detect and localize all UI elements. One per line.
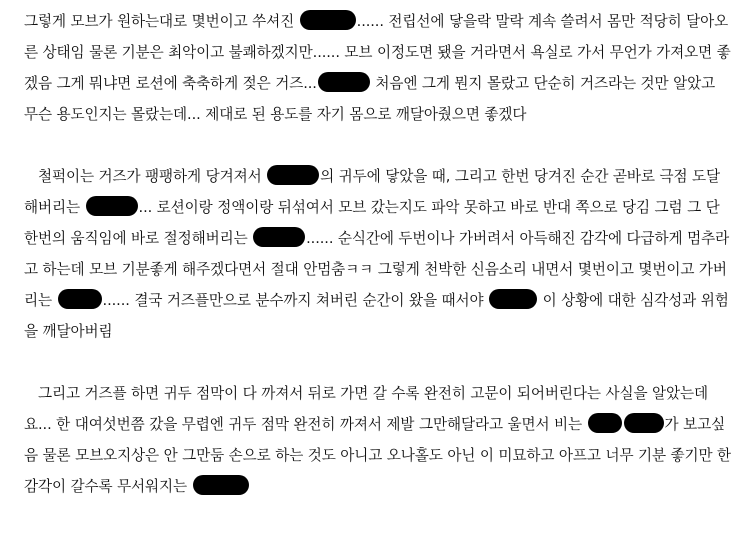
body-text: 그렇게 모브가 원하는대로 몇번이고 쑤셔진 bbox=[24, 13, 299, 30]
redaction-bar bbox=[489, 289, 537, 309]
redaction-bar bbox=[267, 165, 319, 185]
paragraph-list bbox=[24, 6, 732, 502]
body-text: ...... 순식간에 두번이나 가버려서 아득해진 감각에 다급하게 멈추라고 하는데 모브 기분좋게 해주겠다면서 절대 안멈춤ㅋㅋ 그렇게 천박한 신음소리 내면서 몇번이고 몇번이고 가버리는 bbox=[24, 230, 730, 309]
body-text: ...... 전립선에 닿을락 말락 계속 쓸려서 몸만 적당히 달아오른 상태임 물론 기분은 최악이고 불쾌하겠지만...... 모브 이정도면 됐을 거라면서 욕실로 가서 무언가 가져오면 좋겠음 그게 뭐냐면 로션에 축축하게 젖은 거즈... bbox=[24, 13, 731, 92]
paragraph bbox=[24, 378, 732, 502]
body-text: 가 보고싶음 물론 모브오지상은 안 그만둠 손으로 하는 것도 아니고 오나홀도 아닌 이 미묘하고 아프고 너무 기분 좋기만 한 감각이 갈수록 무서워지는 bbox=[24, 416, 732, 495]
body-text: 철퍽이는 거즈가 팽팽하게 당겨져서 bbox=[38, 168, 267, 185]
redaction-bar bbox=[588, 413, 622, 433]
redaction-bar bbox=[58, 289, 102, 309]
redaction-bar bbox=[624, 413, 664, 433]
body-text: 처음엔 그게 뭔지 몰랐고 단순히 거즈라는 것만 알았고 무슨 용도인지는 몰랐는데... 제대로 된 용도를 자기 몸으로 깨달아줬으면 좋겠다 bbox=[24, 75, 716, 123]
body-text: ... 로션이랑 정액이랑 뒤섞여서 모브 갔는지도 파악 못하고 바로 반대 쪽으로 당김 그럼 그 단 한번의 움직임에 바로 절정해버리는 bbox=[24, 199, 720, 247]
paragraph bbox=[24, 161, 732, 347]
redaction-bar bbox=[253, 227, 305, 247]
redaction-bar bbox=[86, 196, 138, 216]
redaction-bar bbox=[193, 475, 249, 495]
redaction-bar bbox=[318, 72, 370, 92]
body-text: 의 귀두에 닿았을 때, 그리고 한번 당겨진 순간 곧바로 극점 도달해버리는 bbox=[24, 168, 720, 216]
body-text: 이 상황에 대한 심각성과 위험을 깨달아버림 bbox=[24, 292, 729, 340]
body-text: 그리고 거즈플 하면 귀두 점막이 다 까져서 뒤로 가면 갈 수록 완전히 고문이 되어버린다는 사실을 알았는데요... 한 대여섯번쯤 갔을 무렵엔 귀두 점막 완전히 까져서 제발 그만해달라고 울면서 비는 bbox=[24, 385, 708, 433]
paragraph bbox=[24, 6, 732, 130]
body-text: ...... 결국 거즈플만으로 분수까지 쳐버린 순간이 왔을 때서야 bbox=[102, 292, 489, 309]
redaction-bar bbox=[300, 10, 356, 30]
